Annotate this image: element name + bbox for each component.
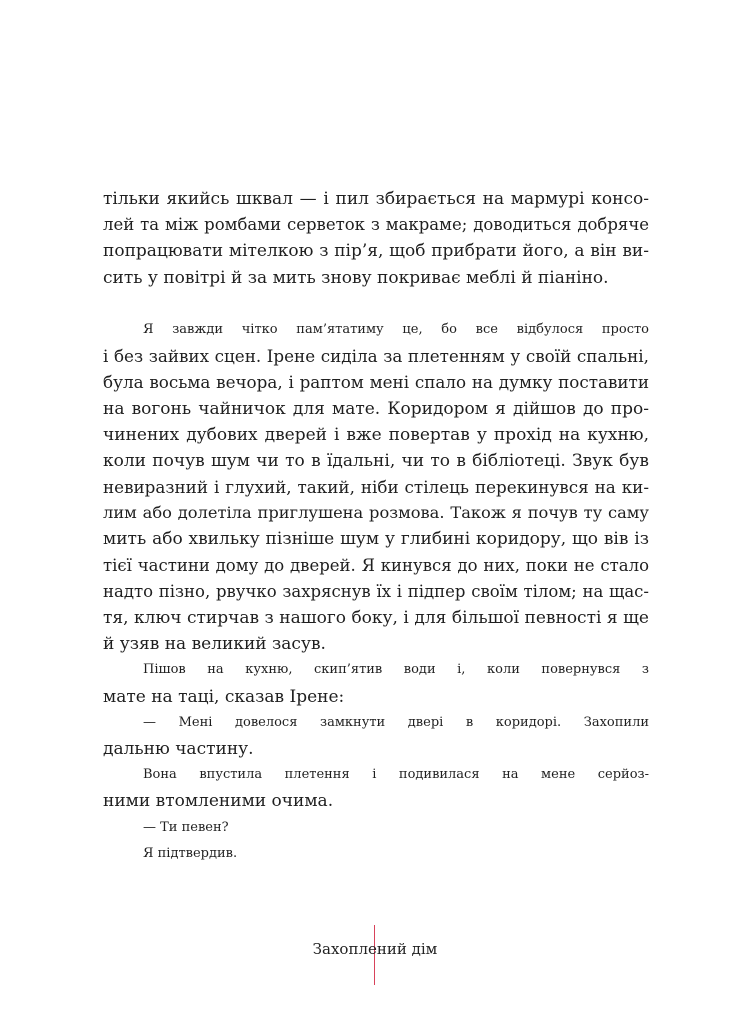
text-line: надто пізно, рвучко захряснув їх і підпер своїм тілом; на щас- <box>103 581 649 601</box>
paragraph <box>103 657 649 709</box>
text-line: Вона впустила плетення і подивилася на мене серйоз- <box>143 767 649 783</box>
text-line: мате на таці, сказав Ірене: <box>103 686 345 707</box>
text-line: Я підтвердив. <box>143 845 238 861</box>
text-line: мить або хвильку пізніше шум у глибині коридору, що вів із <box>103 529 649 550</box>
text-line: сить у повітрі й за мить знову покриває меблі й піаніно. <box>103 267 609 288</box>
text-line: тієї частини дому до дверей. Я кинувся до них, поки не стало <box>103 555 649 575</box>
paragraph-gap <box>103 291 649 317</box>
running-footer-title: Захоплений дім <box>312 940 438 958</box>
paragraph <box>103 762 649 814</box>
text-line: Я завжди чітко пам’ятатиму це, бо все відбулося просто <box>143 321 649 337</box>
paragraph <box>103 815 649 841</box>
text-line: лим або долетіла приглушена розмова. Також я почув ту саму <box>103 503 649 523</box>
paragraph <box>103 841 649 867</box>
text-line: дальню частину. <box>103 738 254 759</box>
text-line: на вогонь чайничок для мате. Коридором я дійшов до про- <box>103 398 649 419</box>
text-line: Пішов на кухню, скип’ятив води і, коли повернувся з <box>143 662 649 678</box>
text-line: чинених дубових дверей і вже повертав у прохід на кухню, <box>103 424 649 445</box>
text-line: була восьма вечора, і раптом мені спало на думку поставити <box>103 372 649 393</box>
body-text <box>103 186 649 867</box>
text-line: попрацювати мітелкою з пір’я, щоб прибрати його, а він ви- <box>103 241 649 262</box>
text-line: лей та між ромбами серветок з макраме; доводиться добряче <box>103 215 649 235</box>
text-line: тя, ключ стирчав з нашого боку, і для більшої певності я ще <box>103 608 649 628</box>
text-line: ними втомленими очима. <box>103 791 334 812</box>
paragraph <box>103 186 649 291</box>
paragraph <box>103 317 649 657</box>
text-line: коли почув шум чи то в їдальні, чи то в бібліотеці. Звук був <box>103 450 649 471</box>
text-line: і без зайвих сцен. Ірене сиділа за плетенням у своїй спальні, <box>103 346 649 367</box>
paragraph <box>103 710 649 762</box>
text-line: — Ти певен? <box>143 819 229 835</box>
text-line: й узяв на великий засув. <box>103 634 326 655</box>
text-line: тільки якийсь шквал — і пил збирається на мармурі консо- <box>103 189 649 209</box>
text-line: — Мені довелося замкнути двері в коридорі. Захопили <box>143 714 649 730</box>
text-line: невиразний і глухий, такий, ніби стілець перекинувся на ки- <box>103 477 649 498</box>
